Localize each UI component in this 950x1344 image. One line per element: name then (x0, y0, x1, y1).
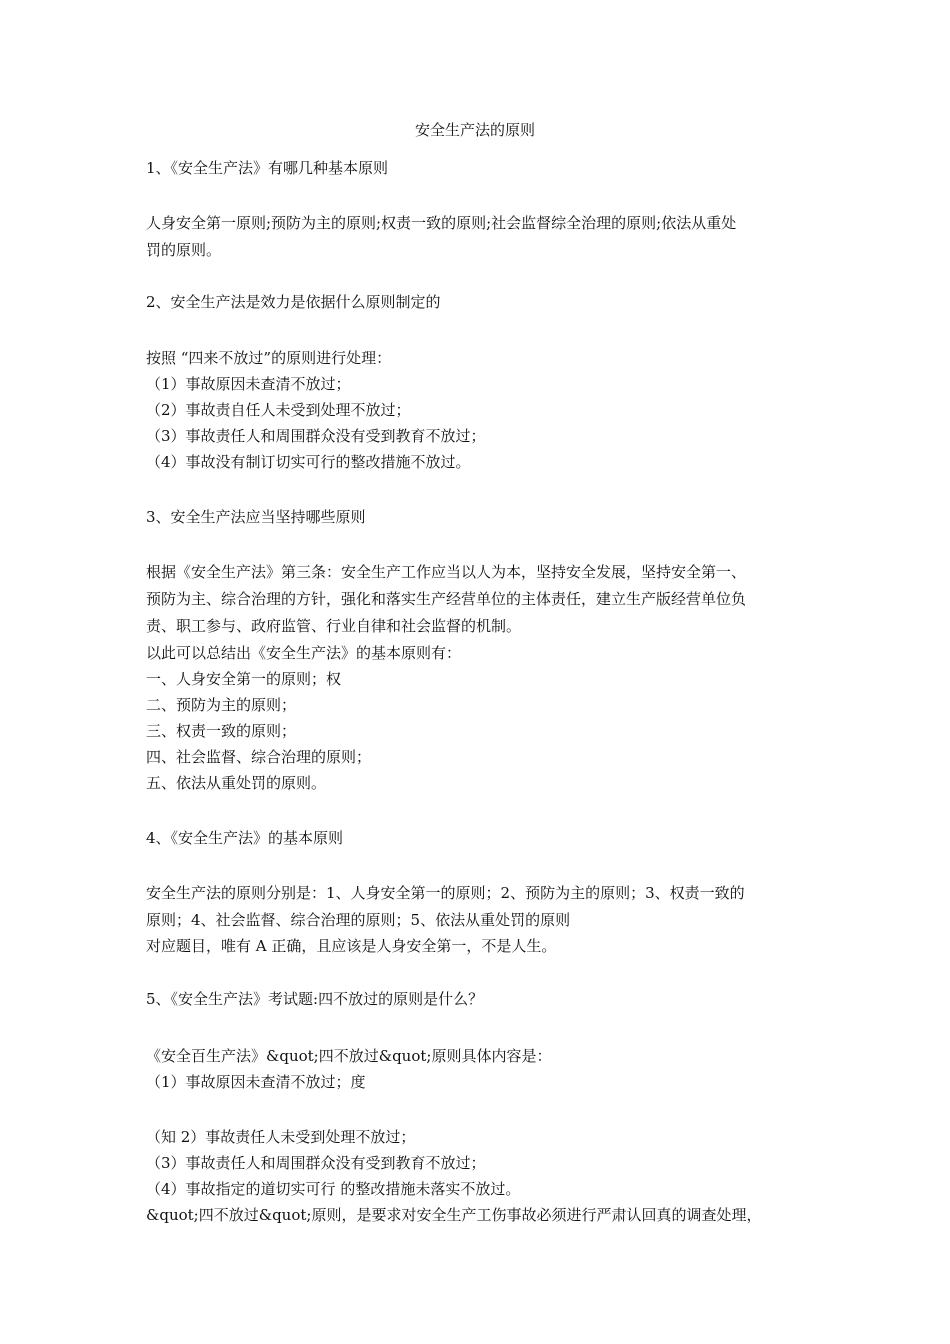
section-heading: 3、安全生产法应当坚持哪些原则 (146, 508, 366, 526)
list-item: （4）事故没有制订切实可行的整改措施不放过。 (146, 453, 471, 471)
list-item: 一、人身安全第一的原则；权 (146, 670, 342, 688)
section-1-body (146, 210, 826, 264)
list-item: （3）事故责任人和周围群众没有受到教育不放过； (146, 427, 486, 445)
list-item: （4）事故指定的道切实可行 的整改措施未落实不放过。 (146, 1180, 521, 1198)
paragraph-line: &quot;四不放过&quot;原则，是要求对安全生产工伤事故必须进行严肃认回真的调查处理， (146, 1206, 762, 1224)
list-item: （知 2）事故责任人未受到处理不放过； (146, 1128, 416, 1146)
list-item: （3）事故责任人和周围群众没有受到教育不放过； (146, 1154, 486, 1172)
paragraph-line: 预防为主、综合治理的方针，强化和落实生产经营单位的主体责任，建立生产版经营单位负 (146, 590, 747, 608)
section-heading: 2、安全生产法是效力是依据什么原则制定的 (146, 293, 441, 311)
section-4-body (146, 880, 826, 959)
list-item: （1）事故原因未查清不放过；度 (146, 1073, 366, 1091)
paragraph-line: 根据《安全生产法》第三条：安全生产工作应当以人为本，坚持安全发展，坚持安全第一、 (146, 563, 747, 581)
list-item: （2）事故责自任人未受到处理不放过； (146, 401, 411, 419)
list-item: 三、权责一致的原则； (146, 722, 297, 740)
section-3-heading-block (146, 504, 826, 530)
list-item: 二、预防为主的原则； (146, 696, 297, 714)
section-heading: 1、《安全生产法》有哪几种基本原则 (146, 159, 389, 177)
paragraph-line: 安全生产法的原则分别是：1、人身安全第一的原则；2、预防为主的原则；3、权责一致的 (146, 884, 745, 902)
section-heading: 4、《安全生产法》的基本原则 (146, 829, 344, 847)
paragraph-line: 原则；4、社会监督、综合治理的原则；5、依法从重处罚的原则 (146, 911, 571, 929)
list-item: （1）事故原因未查清不放过； (146, 375, 351, 393)
paragraph-line: 罚的原则。 (146, 241, 222, 259)
list-item: 五、依法从重处罚的原则。 (146, 774, 327, 792)
section-5-body (146, 1043, 826, 1095)
paragraph-line: 以此可以总结出《安全生产法》的基本原则有： (146, 644, 462, 662)
section-3-body (146, 559, 826, 796)
paragraph-line: 人身安全第一原则;预防为主的原则;权责一致的原则;社会监督综全治理的原则;依法从重处 (146, 214, 737, 232)
section-2-heading-block (146, 289, 826, 315)
section-4-heading-block (146, 825, 826, 851)
paragraph-line: 对应题目，唯有 A 正确，且应该是人身安全第一，不是人生。 (146, 937, 557, 955)
section-5-heading-block (146, 986, 826, 1012)
section-5-body-continued (146, 1124, 826, 1228)
section-1-heading-block (146, 155, 826, 181)
section-heading: 5、《安全生产法》考试题:四不放过的原则是什么？ (146, 990, 484, 1008)
list-item: 四、社会监督、综合治理的原则； (146, 748, 372, 766)
paragraph-line: 《安全百生产法》&quot;四不放过&quot;原则具体内容是： (146, 1047, 552, 1065)
document-title: 安全生产法的原则 (414, 121, 535, 139)
section-2-body (146, 345, 826, 475)
paragraph-line: 责、职工参与、政府监管、行业自律和社会监督的机制。 (146, 617, 522, 635)
paragraph-line: 按照 “四来不放过”的原则进行处理： (146, 349, 392, 367)
